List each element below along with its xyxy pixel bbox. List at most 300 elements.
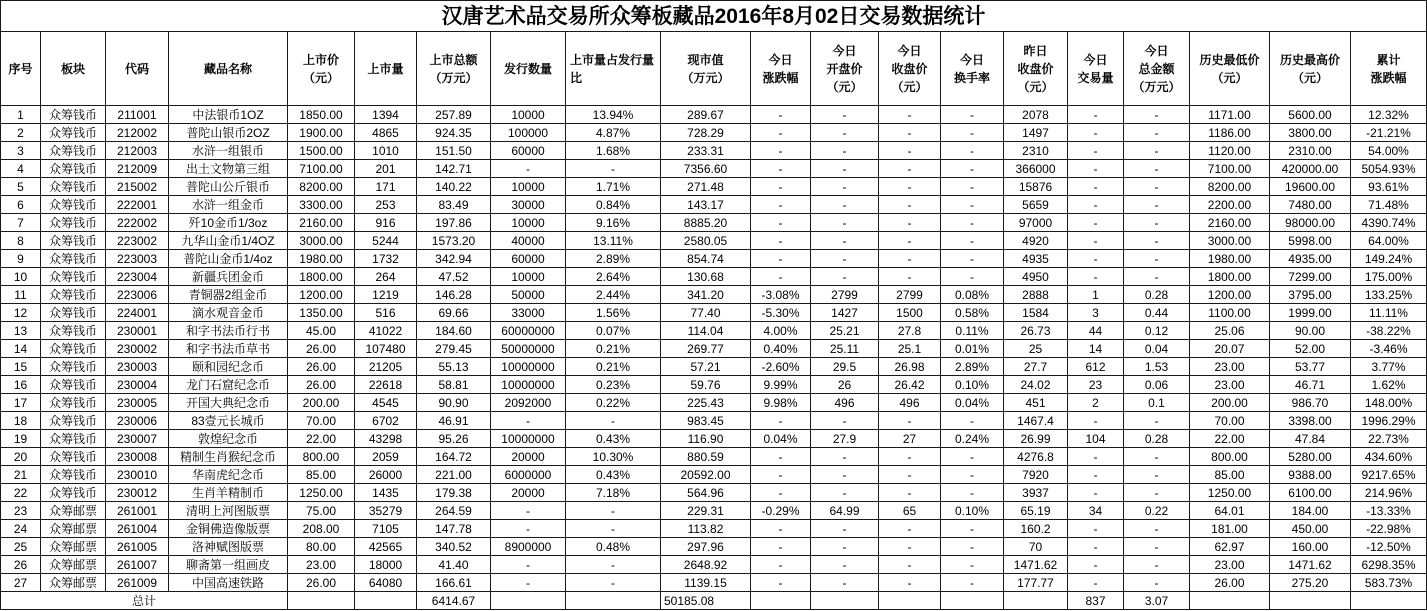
table-cell-volume: - xyxy=(1068,268,1124,286)
table-cell-close: - xyxy=(879,538,941,556)
table-cell-list-qty: 4545 xyxy=(355,394,417,412)
table-cell-issue-qty: - xyxy=(491,520,566,538)
table-cell-list-price: 26.00 xyxy=(288,358,355,376)
table-cell-code: 261009 xyxy=(106,574,169,592)
table-cell-turnover-rate: 2.89% xyxy=(941,358,1004,376)
table-cell-code: 230007 xyxy=(106,430,169,448)
table-cell-volume: - xyxy=(1068,142,1124,160)
table-cell-list-ratio: 1.71% xyxy=(566,178,661,196)
table-cell-list-price: 1250.00 xyxy=(288,484,355,502)
table-cell-close: - xyxy=(879,466,941,484)
table-cell-issue-qty: 10000 xyxy=(491,268,566,286)
table-cell-code: 261001 xyxy=(106,502,169,520)
table-cell-list-amount: 166.61 xyxy=(417,574,491,592)
table-cell-prev-close: 26.99 xyxy=(1004,430,1068,448)
table-cell-change: - xyxy=(751,574,811,592)
table-cell-issue-qty: 10000000 xyxy=(491,358,566,376)
table-cell-open: - xyxy=(811,556,879,574)
table-cell-sector: 众筹钱币 xyxy=(41,160,106,178)
table-cell-list-ratio: 0.43% xyxy=(566,466,661,484)
table-cell-list-amount: 69.66 xyxy=(417,304,491,322)
table-cell-close: - xyxy=(879,520,941,538)
table-cell-prev-close: 1467.4 xyxy=(1004,412,1068,430)
table-cell-issue-qty: 10000 xyxy=(491,214,566,232)
table-cell-open: 2799 xyxy=(811,286,879,304)
table-cell-market-value: 289.67 xyxy=(661,106,751,124)
table-cell-open: 496 xyxy=(811,394,879,412)
table-cell-hist-high: 5280.00 xyxy=(1270,448,1351,466)
table-cell-code: 261004 xyxy=(106,520,169,538)
table-cell-list-price: 1800.00 xyxy=(288,268,355,286)
table-cell-prev-close: 27.7 xyxy=(1004,358,1068,376)
table-cell-open: 1427 xyxy=(811,304,879,322)
table-cell-market-value: 269.77 xyxy=(661,340,751,358)
total-cell-empty xyxy=(288,592,355,610)
total-cell-empty xyxy=(355,592,417,610)
column-header-market-value: 现市值 （万元） xyxy=(661,32,751,106)
table-cell-close: - xyxy=(879,178,941,196)
table-cell-hist-high: 3800.00 xyxy=(1270,124,1351,142)
table-cell-issue-qty: 20000 xyxy=(491,484,566,502)
table-cell-list-qty: 1219 xyxy=(355,286,417,304)
column-header-cum-change: 累计 涨跌幅 xyxy=(1351,32,1427,106)
table-cell-hist-high: 1471.62 xyxy=(1270,556,1351,574)
table-cell-close: - xyxy=(879,124,941,142)
column-header-volume: 今日 交易量 xyxy=(1068,32,1124,106)
table-cell-cum-change: 214.96% xyxy=(1351,484,1427,502)
table-cell-turnover-rate: - xyxy=(941,448,1004,466)
table-cell-list-ratio: 13.94% xyxy=(566,106,661,124)
table-cell-open: - xyxy=(811,232,879,250)
table-cell-list-price: 80.00 xyxy=(288,538,355,556)
table-cell-name: 清明上河图版票 xyxy=(169,502,288,520)
table-cell-seq: 19 xyxy=(1,430,41,448)
table-cell-close: - xyxy=(879,484,941,502)
table-cell-list-qty: 7105 xyxy=(355,520,417,538)
table-cell-open: - xyxy=(811,106,879,124)
table-cell-seq: 1 xyxy=(1,106,41,124)
table-cell-list-qty: 1732 xyxy=(355,250,417,268)
table-cell-volume: - xyxy=(1068,160,1124,178)
table-cell-seq: 13 xyxy=(1,322,41,340)
table-cell-cum-change: -13.33% xyxy=(1351,502,1427,520)
table-cell-issue-qty: 60000 xyxy=(491,142,566,160)
table-cell-turnover-rate: 0.24% xyxy=(941,430,1004,448)
table-cell-volume: - xyxy=(1068,412,1124,430)
table-cell-list-amount: 151.50 xyxy=(417,142,491,160)
table-cell-list-ratio: 1.56% xyxy=(566,304,661,322)
table-cell-sector: 众筹邮票 xyxy=(41,574,106,592)
table-cell-change: - xyxy=(751,106,811,124)
table-cell-hist-low: 3000.00 xyxy=(1190,232,1270,250)
table-cell-change: - xyxy=(751,520,811,538)
table-cell-name: 九华山金币1/4OZ xyxy=(169,232,288,250)
table-cell-issue-qty: - xyxy=(491,502,566,520)
table-cell-turnover-rate: - xyxy=(941,574,1004,592)
table-cell-seq: 20 xyxy=(1,448,41,466)
table-cell-close: - xyxy=(879,268,941,286)
table-cell-hist-high: 7480.00 xyxy=(1270,196,1351,214)
table-cell-close: - xyxy=(879,556,941,574)
table-cell-list-qty: 264 xyxy=(355,268,417,286)
table-cell-sector: 众筹钱币 xyxy=(41,142,106,160)
table-cell-hist-low: 70.00 xyxy=(1190,412,1270,430)
table-cell-hist-high: 3398.00 xyxy=(1270,412,1351,430)
table-cell-cum-change: 22.73% xyxy=(1351,430,1427,448)
table-cell-market-value: 271.48 xyxy=(661,178,751,196)
table-cell-cum-change: 148.00% xyxy=(1351,394,1427,412)
table-cell-amount: - xyxy=(1124,106,1190,124)
table-cell-hist-high: 7299.00 xyxy=(1270,268,1351,286)
table-cell-amount: 0.04 xyxy=(1124,340,1190,358)
table-cell-issue-qty: - xyxy=(491,160,566,178)
table-cell-list-qty: 26000 xyxy=(355,466,417,484)
table-cell-list-amount: 1573.20 xyxy=(417,232,491,250)
table-cell-open: 25.11 xyxy=(811,340,879,358)
table-cell-turnover-rate: - xyxy=(941,196,1004,214)
table-cell-volume: - xyxy=(1068,214,1124,232)
table-cell-list-amount: 184.60 xyxy=(417,322,491,340)
table-cell-list-ratio: 0.84% xyxy=(566,196,661,214)
table-cell-volume: 3 xyxy=(1068,304,1124,322)
total-cell-empty xyxy=(811,592,879,610)
table-cell-hist-low: 62.97 xyxy=(1190,538,1270,556)
table-cell-turnover-rate: - xyxy=(941,556,1004,574)
table-cell-volume: 23 xyxy=(1068,376,1124,394)
table-cell-code: 223004 xyxy=(106,268,169,286)
table-cell-close: - xyxy=(879,574,941,592)
table-cell-list-ratio: 2.44% xyxy=(566,286,661,304)
table-cell-volume: - xyxy=(1068,466,1124,484)
table-cell-list-qty: 4865 xyxy=(355,124,417,142)
table-cell-name: 龙门石窟纪念币 xyxy=(169,376,288,394)
table-cell-list-qty: 21205 xyxy=(355,358,417,376)
total-volume: 837 xyxy=(1068,592,1124,610)
table-cell-list-price: 45.00 xyxy=(288,322,355,340)
table-cell-amount: - xyxy=(1124,250,1190,268)
total-cell-empty xyxy=(491,592,566,610)
column-header-list-qty: 上市量 xyxy=(355,32,417,106)
table-cell-sector: 众筹邮票 xyxy=(41,556,106,574)
table-cell-turnover-rate: 0.10% xyxy=(941,376,1004,394)
table-cell-market-value: 116.90 xyxy=(661,430,751,448)
table-cell-name: 洛神赋图版票 xyxy=(169,538,288,556)
table-cell-prev-close: 97000 xyxy=(1004,214,1068,232)
table-cell-list-ratio: - xyxy=(566,556,661,574)
table-cell-code: 261005 xyxy=(106,538,169,556)
table-cell-hist-high: 52.00 xyxy=(1270,340,1351,358)
table-cell-hist-low: 25.06 xyxy=(1190,322,1270,340)
table-cell-turnover-rate: - xyxy=(941,124,1004,142)
table-cell-market-value: 1139.15 xyxy=(661,574,751,592)
table-cell-prev-close: 1584 xyxy=(1004,304,1068,322)
table-cell-turnover-rate: - xyxy=(941,520,1004,538)
table-cell-amount: - xyxy=(1124,574,1190,592)
table-cell-list-price: 2160.00 xyxy=(288,214,355,232)
table-cell-seq: 21 xyxy=(1,466,41,484)
table-cell-sector: 众筹钱币 xyxy=(41,106,106,124)
table-cell-hist-low: 1100.00 xyxy=(1190,304,1270,322)
table-cell-amount: 0.1 xyxy=(1124,394,1190,412)
table-cell-seq: 11 xyxy=(1,286,41,304)
table-cell-volume: - xyxy=(1068,538,1124,556)
table-cell-prev-close: 4276.8 xyxy=(1004,448,1068,466)
table-cell-market-value: 77.40 xyxy=(661,304,751,322)
table-cell-prev-close: 2888 xyxy=(1004,286,1068,304)
table-cell-volume: - xyxy=(1068,484,1124,502)
table-cell-amount: - xyxy=(1124,484,1190,502)
table-cell-issue-qty: 100000 xyxy=(491,124,566,142)
table-cell-issue-qty: 10000000 xyxy=(491,430,566,448)
table-cell-list-amount: 83.49 xyxy=(417,196,491,214)
table-cell-sector: 众筹钱币 xyxy=(41,358,106,376)
table-cell-list-amount: 58.81 xyxy=(417,376,491,394)
table-cell-volume: 104 xyxy=(1068,430,1124,448)
table-cell-hist-high: 420000.00 xyxy=(1270,160,1351,178)
table-cell-sector: 众筹钱币 xyxy=(41,412,106,430)
table-cell-code: 230006 xyxy=(106,412,169,430)
table-cell-close: - xyxy=(879,448,941,466)
table-cell-cum-change: 93.61% xyxy=(1351,178,1427,196)
table-cell-hist-low: 2200.00 xyxy=(1190,196,1270,214)
table-cell-sector: 众筹钱币 xyxy=(41,304,106,322)
table-cell-sector: 众筹钱币 xyxy=(41,196,106,214)
table-cell-list-ratio: 13.11% xyxy=(566,232,661,250)
table-cell-market-value: 143.17 xyxy=(661,196,751,214)
table-cell-code: 215002 xyxy=(106,178,169,196)
table-cell-market-value: 297.96 xyxy=(661,538,751,556)
table-cell-sector: 众筹钱币 xyxy=(41,448,106,466)
table-cell-list-ratio: 4.87% xyxy=(566,124,661,142)
table-cell-open: - xyxy=(811,484,879,502)
table-cell-code: 223003 xyxy=(106,250,169,268)
table-cell-sector: 众筹钱币 xyxy=(41,286,106,304)
table-cell-close: 27 xyxy=(879,430,941,448)
table-cell-change: -5.30% xyxy=(751,304,811,322)
table-cell-list-amount: 340.52 xyxy=(417,538,491,556)
table-cell-list-ratio: 10.30% xyxy=(566,448,661,466)
table-cell-name: 中法银币1OZ xyxy=(169,106,288,124)
table-cell-name: 新疆兵团金币 xyxy=(169,268,288,286)
table-cell-amount: - xyxy=(1124,412,1190,430)
table-cell-cum-change: 54.00% xyxy=(1351,142,1427,160)
table-cell-market-value: 7356.60 xyxy=(661,160,751,178)
table-cell-list-ratio: - xyxy=(566,160,661,178)
table-cell-list-qty: 5244 xyxy=(355,232,417,250)
table-cell-close: - xyxy=(879,196,941,214)
table-cell-amount: - xyxy=(1124,448,1190,466)
table-cell-code: 224001 xyxy=(106,304,169,322)
table-cell-code: 261007 xyxy=(106,556,169,574)
table-cell-sector: 众筹钱币 xyxy=(41,232,106,250)
table-cell-list-qty: 253 xyxy=(355,196,417,214)
table-cell-cum-change: 64.00% xyxy=(1351,232,1427,250)
table-cell-sector: 众筹钱币 xyxy=(41,484,106,502)
table-cell-close: 2799 xyxy=(879,286,941,304)
table-cell-seq: 5 xyxy=(1,178,41,196)
table-cell-hist-low: 1171.00 xyxy=(1190,106,1270,124)
table-cell-hist-high: 450.00 xyxy=(1270,520,1351,538)
table-cell-seq: 8 xyxy=(1,232,41,250)
table-cell-name: 华南虎纪念币 xyxy=(169,466,288,484)
table-cell-close: - xyxy=(879,142,941,160)
table-cell-code: 222002 xyxy=(106,214,169,232)
table-cell-list-price: 1850.00 xyxy=(288,106,355,124)
table-cell-amount: - xyxy=(1124,232,1190,250)
column-header-amount: 今日 总金额 （万元） xyxy=(1124,32,1190,106)
table-cell-hist-low: 1186.00 xyxy=(1190,124,1270,142)
table-cell-amount: - xyxy=(1124,466,1190,484)
table-cell-open: - xyxy=(811,178,879,196)
table-cell-hist-low: 2160.00 xyxy=(1190,214,1270,232)
table-cell-prev-close: 70 xyxy=(1004,538,1068,556)
column-header-hist-low: 历史最低价 （元） xyxy=(1190,32,1270,106)
table-cell-name: 青铜器2组金币 xyxy=(169,286,288,304)
table-cell-prev-close: 26.73 xyxy=(1004,322,1068,340)
table-cell-list-price: 26.00 xyxy=(288,340,355,358)
table-cell-market-value: 2648.92 xyxy=(661,556,751,574)
table-cell-hist-low: 200.00 xyxy=(1190,394,1270,412)
table-cell-list-price: 3300.00 xyxy=(288,196,355,214)
table-cell-prev-close: 160.2 xyxy=(1004,520,1068,538)
table-cell-close: 27.8 xyxy=(879,322,941,340)
table-cell-list-qty: 201 xyxy=(355,160,417,178)
table-cell-amount: - xyxy=(1124,214,1190,232)
table-cell-market-value: 564.96 xyxy=(661,484,751,502)
table-cell-issue-qty: 20000 xyxy=(491,448,566,466)
column-header-issue-qty: 发行数量 xyxy=(491,32,566,106)
table-cell-hist-high: 46.71 xyxy=(1270,376,1351,394)
table-cell-hist-high: 5998.00 xyxy=(1270,232,1351,250)
table-cell-seq: 9 xyxy=(1,250,41,268)
table-cell-sector: 众筹钱币 xyxy=(41,124,106,142)
table-cell-prev-close: 366000 xyxy=(1004,160,1068,178)
table-cell-volume: - xyxy=(1068,448,1124,466)
table-cell-list-ratio: - xyxy=(566,502,661,520)
table-cell-hist-high: 4935.00 xyxy=(1270,250,1351,268)
table-cell-open: - xyxy=(811,520,879,538)
table-cell-list-amount: 41.40 xyxy=(417,556,491,574)
total-label: 总计 xyxy=(1,592,288,610)
table-cell-hist-high: 5600.00 xyxy=(1270,106,1351,124)
table-cell-market-value: 57.21 xyxy=(661,358,751,376)
table-cell-code: 223002 xyxy=(106,232,169,250)
table-cell-change: - xyxy=(751,556,811,574)
table-cell-open: - xyxy=(811,250,879,268)
total-cell-empty xyxy=(751,592,811,610)
table-cell-seq: 22 xyxy=(1,484,41,502)
table-cell-sector: 众筹钱币 xyxy=(41,322,106,340)
table-cell-prev-close: 3937 xyxy=(1004,484,1068,502)
column-header-prev-close: 昨日 收盘价 （元） xyxy=(1004,32,1068,106)
table-cell-list-amount: 197.86 xyxy=(417,214,491,232)
table-cell-list-price: 75.00 xyxy=(288,502,355,520)
table-cell-market-value: 2580.05 xyxy=(661,232,751,250)
table-cell-open: 25.21 xyxy=(811,322,879,340)
column-header-code: 代码 xyxy=(106,32,169,106)
table-cell-cum-change: 149.24% xyxy=(1351,250,1427,268)
table-cell-code: 212002 xyxy=(106,124,169,142)
table-cell-turnover-rate: 0.08% xyxy=(941,286,1004,304)
table-cell-issue-qty: - xyxy=(491,556,566,574)
table-cell-list-amount: 46.91 xyxy=(417,412,491,430)
table-cell-change: - xyxy=(751,466,811,484)
table-cell-issue-qty: 60000000 xyxy=(491,322,566,340)
table-cell-cum-change: 5054.93% xyxy=(1351,160,1427,178)
table-cell-list-qty: 916 xyxy=(355,214,417,232)
table-cell-list-qty: 516 xyxy=(355,304,417,322)
table-cell-list-amount: 55.13 xyxy=(417,358,491,376)
table-cell-list-qty: 64080 xyxy=(355,574,417,592)
table-cell-volume: 1 xyxy=(1068,286,1124,304)
table-cell-hist-low: 1200.00 xyxy=(1190,286,1270,304)
table-cell-code: 230001 xyxy=(106,322,169,340)
table-cell-sector: 众筹邮票 xyxy=(41,502,106,520)
table-cell-prev-close: 65.19 xyxy=(1004,502,1068,520)
table-cell-turnover-rate: - xyxy=(941,250,1004,268)
table-cell-hist-low: 8200.00 xyxy=(1190,178,1270,196)
table-cell-name: 滴水观音金币 xyxy=(169,304,288,322)
table-cell-open: - xyxy=(811,196,879,214)
table-cell-volume: 44 xyxy=(1068,322,1124,340)
table-cell-name: 敦煌纪念币 xyxy=(169,430,288,448)
table-cell-list-qty: 41022 xyxy=(355,322,417,340)
table-cell-prev-close: 4920 xyxy=(1004,232,1068,250)
table-cell-seq: 24 xyxy=(1,520,41,538)
table-cell-issue-qty: 50000000 xyxy=(491,340,566,358)
table-cell-turnover-rate: 0.11% xyxy=(941,322,1004,340)
table-cell-hist-low: 7100.00 xyxy=(1190,160,1270,178)
table-cell-list-qty: 18000 xyxy=(355,556,417,574)
table-cell-change: -3.08% xyxy=(751,286,811,304)
table-cell-list-ratio: 2.89% xyxy=(566,250,661,268)
table-cell-hist-high: 160.00 xyxy=(1270,538,1351,556)
table-cell-hist-low: 1980.00 xyxy=(1190,250,1270,268)
table-cell-code: 230002 xyxy=(106,340,169,358)
table-cell-hist-low: 23.00 xyxy=(1190,376,1270,394)
table-cell-close: - xyxy=(879,214,941,232)
table-cell-hist-low: 85.00 xyxy=(1190,466,1270,484)
total-cell-empty xyxy=(1351,592,1427,610)
table-cell-name: 颐和园纪念币 xyxy=(169,358,288,376)
table-cell-list-amount: 264.59 xyxy=(417,502,491,520)
table-cell-cum-change: -22.98% xyxy=(1351,520,1427,538)
table-cell-market-value: 880.59 xyxy=(661,448,751,466)
table-cell-change: -0.29% xyxy=(751,502,811,520)
table-cell-sector: 众筹钱币 xyxy=(41,250,106,268)
column-header-hist-high: 历史最高价 （元） xyxy=(1270,32,1351,106)
table-cell-issue-qty: 6000000 xyxy=(491,466,566,484)
table-cell-close: - xyxy=(879,250,941,268)
table-cell-list-amount: 257.89 xyxy=(417,106,491,124)
table-cell-volume: - xyxy=(1068,520,1124,538)
table-cell-name: 精制生肖猴纪念币 xyxy=(169,448,288,466)
table-cell-turnover-rate: - xyxy=(941,178,1004,196)
table-cell-cum-change: 583.73% xyxy=(1351,574,1427,592)
table-cell-open: - xyxy=(811,466,879,484)
table-cell-prev-close: 1497 xyxy=(1004,124,1068,142)
table-cell-list-qty: 171 xyxy=(355,178,417,196)
table-cell-volume: 612 xyxy=(1068,358,1124,376)
table-cell-amount: 1.53 xyxy=(1124,358,1190,376)
table-cell-open: 26 xyxy=(811,376,879,394)
table-cell-prev-close: 15876 xyxy=(1004,178,1068,196)
table-cell-list-qty: 6702 xyxy=(355,412,417,430)
table-cell-name: 聊斋第一组画皮 xyxy=(169,556,288,574)
table-cell-code: 230008 xyxy=(106,448,169,466)
table-cell-turnover-rate: 0.04% xyxy=(941,394,1004,412)
table-cell-hist-low: 23.00 xyxy=(1190,358,1270,376)
